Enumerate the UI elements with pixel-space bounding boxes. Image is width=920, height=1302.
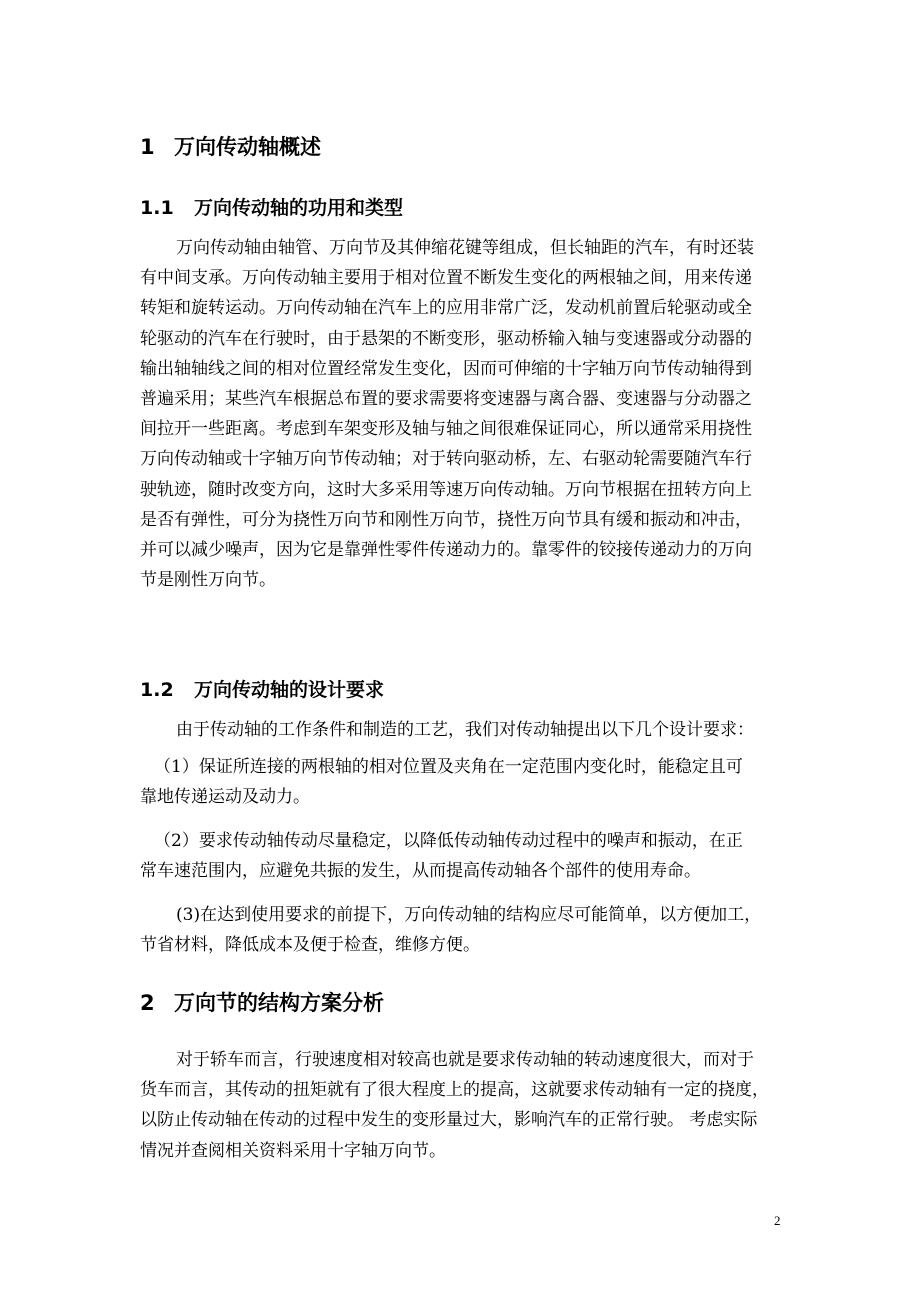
text-line: 节省材料，降低成本及便于检查，维修方便。 — [140, 935, 480, 956]
section-title: 万向传动轴的功用和类型 — [194, 197, 404, 219]
text-line: 并可以减少噪声，因为它是靠弹性零件传递动力的。靠零件的铰接传递动力的万向 — [140, 540, 752, 561]
section-number: 1.1 — [140, 197, 174, 219]
text-line: 驶轨迹，随时改变方向，这时大多采用等速万向传动轴。万向节根据在扭转方向上 — [140, 479, 752, 500]
text-line: 是否有弹性，可分为挠性万向节和刚性万向节，挠性万向节具有缓和振动和冲击， — [140, 509, 752, 530]
text-line: 轮驱动的汽车在行驶时，由于悬架的不断变形，驱动桥输入轴与变速器或分动器的 — [140, 328, 752, 349]
section-1-2-intro — [140, 715, 780, 745]
page-number: 2 — [774, 1213, 781, 1228]
section-number: 2 — [140, 991, 155, 1015]
text-line: 常车速范围内，应避免共振的发生，从而提高传动轴各个部件的使用寿命。 — [140, 861, 701, 882]
text-line: 靠地传递运动及动力。 — [140, 787, 310, 808]
section-title: 万向传动轴概述 — [174, 135, 321, 159]
text-line: 普遍采用；某些汽车根据总布置的要求需要将变速器与离合器、变速器与分动器之 — [140, 389, 752, 410]
section-1-heading — [140, 133, 321, 161]
text-line: 以防止传动轴在传动的过程中发生的变形量过大，影响汽车的正常行驶。 考虑实际 — [140, 1110, 758, 1131]
requirement-item-3 — [140, 900, 780, 960]
section-title: 万向节的结构方案分析 — [174, 991, 384, 1015]
section-2-paragraph — [140, 1045, 780, 1166]
requirement-item-1 — [140, 752, 780, 812]
section-number: 1 — [140, 135, 155, 159]
text-line: 货车而言，其传动的扭矩就有了很大程度上的提高，这就要求传动轴有一定的挠度， — [140, 1080, 769, 1101]
text-line: 万向传动轴或十字轴万向节传动轴；对于转向驱动桥，左、右驱动轮需要随汽车行 — [140, 449, 752, 470]
text-line: 节是刚性万向节。 — [140, 570, 276, 591]
requirement-item-2 — [140, 826, 780, 886]
section-1-2-heading — [140, 677, 384, 703]
text-line: 万向传动轴由轴管、万向节及其伸缩花键等组成，但长轴距的汽车，有时还装 — [176, 238, 754, 258]
text-line: 有中间支承。万向传动轴主要用于相对位置不断发生变化的两根轴之间，用来传递 — [140, 268, 752, 289]
section-number: 1.2 — [140, 679, 174, 701]
text-line: 情况并查阅相关资料采用十字轴万向节。 — [140, 1140, 446, 1161]
text-line: 间拉开一些距离。考虑到车架变形及轴与轴之间很难保证同心，所以通常采用挠性 — [140, 419, 752, 440]
text-line: 输出轴轴线之间的相对位置经常发生变化，因而可伸缩的十字轴万向节传动轴得到 — [140, 358, 752, 379]
text-line: 由于传动轴的工作条件和制造的工艺，我们对传动轴提出以下几个设计要求： — [176, 720, 754, 740]
text-line: (3)在达到使用要求的前提下，万向传动轴的结构应尽可能简单，以方便加工， — [176, 905, 762, 925]
section-1-1-paragraph — [140, 233, 780, 595]
text-line: （1）保证所连接的两根轴的相对位置及夹角在一定范围内变化时，能稳定且可 — [154, 757, 743, 777]
section-1-1-heading — [140, 195, 403, 221]
text-line: （2）要求传动轴传动尽量稳定，以降低传动轴传动过程中的噪声和振动，在正 — [154, 831, 743, 851]
section-title: 万向传动轴的设计要求 — [194, 679, 385, 701]
text-line: 转矩和旋转运动。万向传动轴在汽车上的应用非常广泛，发动机前置后轮驱动或全 — [140, 298, 752, 319]
section-2-heading — [140, 989, 384, 1017]
text-line: 对于轿车而言，行驶速度相对较高也就是要求传动轴的转动速度很大，而对于 — [176, 1050, 754, 1070]
